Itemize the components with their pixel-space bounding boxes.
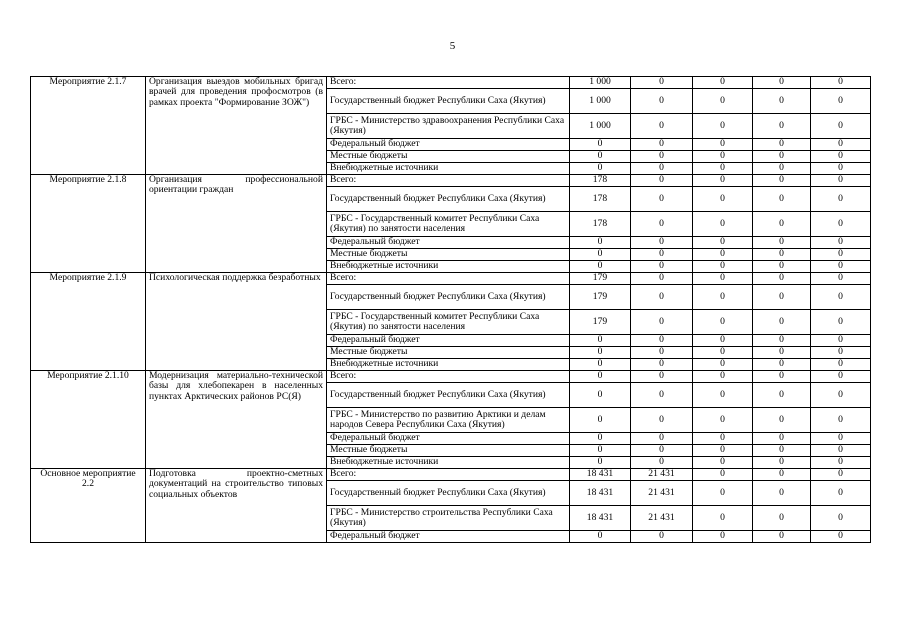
- funding-source: ГРБС - Министерство по развитию Арктики и делам народов Севера Республики Саха (Якутия): [327, 408, 570, 433]
- measure-title: Подготовка проектно-сметных документаций на строительство типовых социальных объектов: [146, 469, 327, 543]
- funding-value: 0: [693, 531, 753, 543]
- funding-value: 0: [753, 187, 811, 212]
- funding-value: 0: [811, 89, 871, 114]
- funding-value: 0: [811, 249, 871, 261]
- funding-value: 18 431: [570, 506, 631, 531]
- funding-source: ГРБС - Государственный комитет Республики Саха (Якутия) по занятости населения: [327, 212, 570, 237]
- funding-value: 0: [631, 139, 693, 151]
- funding-source: Федеральный бюджет: [327, 139, 570, 151]
- funding-value: 0: [570, 359, 631, 371]
- funding-value: 0: [753, 285, 811, 310]
- funding-value: 0: [811, 335, 871, 347]
- funding-value: 0: [693, 335, 753, 347]
- measure-title: Модернизация материально-технической базы для хлебопекарен в населенных пунктах Арктических районов РС(Я): [146, 371, 327, 469]
- funding-value: 0: [811, 481, 871, 506]
- funding-value: 0: [753, 347, 811, 359]
- funding-value: 0: [631, 89, 693, 114]
- funding-value: 0: [753, 261, 811, 273]
- funding-value: 0: [753, 371, 811, 383]
- funding-value: 0: [631, 273, 693, 285]
- funding-value: 0: [693, 347, 753, 359]
- table-row: [31, 371, 871, 383]
- funding-value: 0: [570, 408, 631, 433]
- measure-title: Организация профессиональной ориентации граждан: [146, 175, 327, 273]
- funding-value: 0: [631, 445, 693, 457]
- funding-source: Государственный бюджет Республики Саха (Якутия): [327, 285, 570, 310]
- funding-value: 0: [753, 506, 811, 531]
- funding-source: Местные бюджеты: [327, 151, 570, 163]
- funding-value: 0: [811, 261, 871, 273]
- funding-value: 0: [811, 273, 871, 285]
- funding-value: 0: [570, 433, 631, 445]
- funding-value: 0: [570, 531, 631, 543]
- funding-value: 0: [631, 408, 693, 433]
- measure-code: Мероприятие 2.1.8: [31, 175, 146, 273]
- funding-value: 0: [753, 531, 811, 543]
- funding-value: 0: [693, 273, 753, 285]
- funding-value: 0: [570, 383, 631, 408]
- funding-value: 0: [631, 151, 693, 163]
- funding-source: Всего:: [327, 175, 570, 187]
- funding-value: 0: [693, 383, 753, 408]
- funding-value: 0: [693, 285, 753, 310]
- funding-value: 0: [811, 433, 871, 445]
- funding-value: 21 431: [631, 469, 693, 481]
- table-row: [31, 469, 871, 481]
- funding-value: 0: [753, 445, 811, 457]
- funding-value: 0: [570, 261, 631, 273]
- funding-value: 0: [631, 77, 693, 89]
- funding-value: 0: [693, 237, 753, 249]
- funding-value: 0: [693, 408, 753, 433]
- funding-value: 0: [570, 151, 631, 163]
- funding-value: 0: [811, 445, 871, 457]
- funding-source: Федеральный бюджет: [327, 237, 570, 249]
- funding-value: 0: [811, 187, 871, 212]
- funding-value: 0: [631, 175, 693, 187]
- funding-source: Всего:: [327, 371, 570, 383]
- funding-source: Государственный бюджет Республики Саха (Якутия): [327, 187, 570, 212]
- funding-value: 1 000: [570, 114, 631, 139]
- funding-value: 0: [631, 237, 693, 249]
- measure-code: Мероприятие 2.1.10: [31, 371, 146, 469]
- funding-value: 0: [693, 481, 753, 506]
- funding-value: 0: [753, 175, 811, 187]
- funding-value: 0: [811, 237, 871, 249]
- funding-value: 0: [693, 433, 753, 445]
- funding-value: 0: [631, 457, 693, 469]
- funding-value: 0: [753, 469, 811, 481]
- measure-title: Психологическая поддержка безработных: [146, 273, 327, 371]
- funding-value: 0: [811, 408, 871, 433]
- funding-value: 0: [631, 383, 693, 408]
- funding-value: 0: [693, 187, 753, 212]
- funding-source: Всего:: [327, 273, 570, 285]
- funding-value: 0: [570, 371, 631, 383]
- table-row: [31, 273, 871, 285]
- funding-value: 0: [570, 445, 631, 457]
- funding-value: 0: [570, 163, 631, 175]
- funding-value: 0: [570, 457, 631, 469]
- funding-value: 0: [811, 469, 871, 481]
- funding-value: 0: [570, 237, 631, 249]
- program-funding-table: [30, 76, 871, 543]
- funding-value: 0: [693, 445, 753, 457]
- funding-value: 0: [631, 359, 693, 371]
- funding-value: 0: [693, 457, 753, 469]
- funding-value: 178: [570, 187, 631, 212]
- funding-value: 0: [753, 139, 811, 151]
- funding-value: 0: [753, 408, 811, 433]
- funding-value: 0: [631, 433, 693, 445]
- funding-value: 0: [753, 433, 811, 445]
- funding-value: 1 000: [570, 89, 631, 114]
- funding-value: 178: [570, 175, 631, 187]
- funding-value: 0: [811, 310, 871, 335]
- funding-value: 0: [753, 163, 811, 175]
- funding-value: 0: [811, 114, 871, 139]
- page-number: 5: [449, 40, 456, 52]
- table-row: [31, 175, 871, 187]
- funding-value: 0: [693, 163, 753, 175]
- funding-value: 0: [811, 163, 871, 175]
- funding-source: Местные бюджеты: [327, 249, 570, 261]
- funding-value: 0: [693, 114, 753, 139]
- funding-source: Государственный бюджет Республики Саха (Якутия): [327, 89, 570, 114]
- funding-value: 0: [811, 212, 871, 237]
- funding-value: 0: [693, 469, 753, 481]
- funding-source: Внебюджетные источники: [327, 457, 570, 469]
- funding-value: 1 000: [570, 77, 631, 89]
- funding-value: 0: [753, 335, 811, 347]
- funding-value: 0: [570, 335, 631, 347]
- funding-value: 0: [631, 212, 693, 237]
- funding-value: 0: [693, 77, 753, 89]
- funding-value: 178: [570, 212, 631, 237]
- measure-code: Мероприятие 2.1.9: [31, 273, 146, 371]
- funding-value: 0: [811, 285, 871, 310]
- table-row: [31, 77, 871, 89]
- funding-value: 0: [693, 506, 753, 531]
- funding-value: 0: [631, 114, 693, 139]
- funding-value: 0: [631, 261, 693, 273]
- funding-source: Местные бюджеты: [327, 347, 570, 359]
- funding-value: 0: [753, 151, 811, 163]
- funding-value: 0: [811, 77, 871, 89]
- funding-value: 0: [693, 89, 753, 114]
- funding-value: 0: [753, 310, 811, 335]
- funding-value: 0: [811, 383, 871, 408]
- funding-value: 0: [753, 212, 811, 237]
- funding-value: 0: [693, 139, 753, 151]
- funding-value: 21 431: [631, 481, 693, 506]
- funding-value: 0: [693, 151, 753, 163]
- funding-value: 0: [693, 249, 753, 261]
- funding-value: 0: [631, 310, 693, 335]
- funding-value: 0: [811, 347, 871, 359]
- funding-value: 18 431: [570, 481, 631, 506]
- funding-source: Федеральный бюджет: [327, 531, 570, 543]
- funding-value: 0: [693, 310, 753, 335]
- funding-value: 0: [631, 335, 693, 347]
- measure-title: Организация выездов мобильных бригад врачей для проведения профосмотров (в рамках проекта "Формирование ЗОЖ"): [146, 77, 327, 175]
- funding-value: 0: [753, 273, 811, 285]
- funding-value: 0: [631, 371, 693, 383]
- funding-value: 0: [753, 114, 811, 139]
- funding-value: 0: [753, 77, 811, 89]
- funding-source: Федеральный бюджет: [327, 335, 570, 347]
- measure-code: Мероприятие 2.1.7: [31, 77, 146, 175]
- funding-value: 179: [570, 285, 631, 310]
- funding-source: Всего:: [327, 469, 570, 481]
- funding-value: 0: [693, 212, 753, 237]
- funding-value: 0: [753, 237, 811, 249]
- funding-source: Внебюджетные источники: [327, 261, 570, 273]
- funding-source: Федеральный бюджет: [327, 433, 570, 445]
- funding-source: Государственный бюджет Республики Саха (Якутия): [327, 383, 570, 408]
- funding-value: 0: [570, 249, 631, 261]
- funding-value: 0: [753, 89, 811, 114]
- funding-value: 0: [693, 261, 753, 273]
- funding-source: ГРБС - Министерство здравоохранения Республики Саха (Якутия): [327, 114, 570, 139]
- funding-source: Государственный бюджет Республики Саха (Якутия): [327, 481, 570, 506]
- funding-value: 0: [811, 531, 871, 543]
- funding-value: 0: [631, 249, 693, 261]
- funding-value: 0: [811, 371, 871, 383]
- funding-value: 0: [631, 531, 693, 543]
- funding-value: 18 431: [570, 469, 631, 481]
- funding-value: 179: [570, 273, 631, 285]
- funding-value: 0: [753, 383, 811, 408]
- funding-value: 0: [811, 175, 871, 187]
- funding-value: 0: [753, 249, 811, 261]
- funding-source: ГРБС - Министерство строительства Республики Саха (Якутия): [327, 506, 570, 531]
- funding-source: ГРБС - Государственный комитет Республики Саха (Якутия) по занятости населения: [327, 310, 570, 335]
- funding-value: 0: [693, 371, 753, 383]
- funding-value: 0: [570, 139, 631, 151]
- funding-value: 0: [693, 359, 753, 371]
- funding-value: 0: [753, 481, 811, 506]
- funding-source: Всего:: [327, 77, 570, 89]
- funding-value: 0: [753, 359, 811, 371]
- funding-value: 21 431: [631, 506, 693, 531]
- funding-source: Внебюджетные источники: [327, 359, 570, 371]
- funding-value: 0: [753, 457, 811, 469]
- funding-source: Внебюджетные источники: [327, 163, 570, 175]
- funding-value: 0: [631, 285, 693, 310]
- funding-value: 0: [631, 187, 693, 212]
- funding-value: 0: [631, 347, 693, 359]
- funding-value: 0: [811, 457, 871, 469]
- funding-value: 0: [811, 359, 871, 371]
- funding-source: Местные бюджеты: [327, 445, 570, 457]
- measure-code: Основное мероприятие 2.2: [31, 469, 146, 543]
- funding-value: 0: [570, 347, 631, 359]
- funding-value: 179: [570, 310, 631, 335]
- funding-value: 0: [811, 139, 871, 151]
- funding-value: 0: [811, 151, 871, 163]
- funding-value: 0: [693, 175, 753, 187]
- funding-value: 0: [631, 163, 693, 175]
- funding-value: 0: [811, 506, 871, 531]
